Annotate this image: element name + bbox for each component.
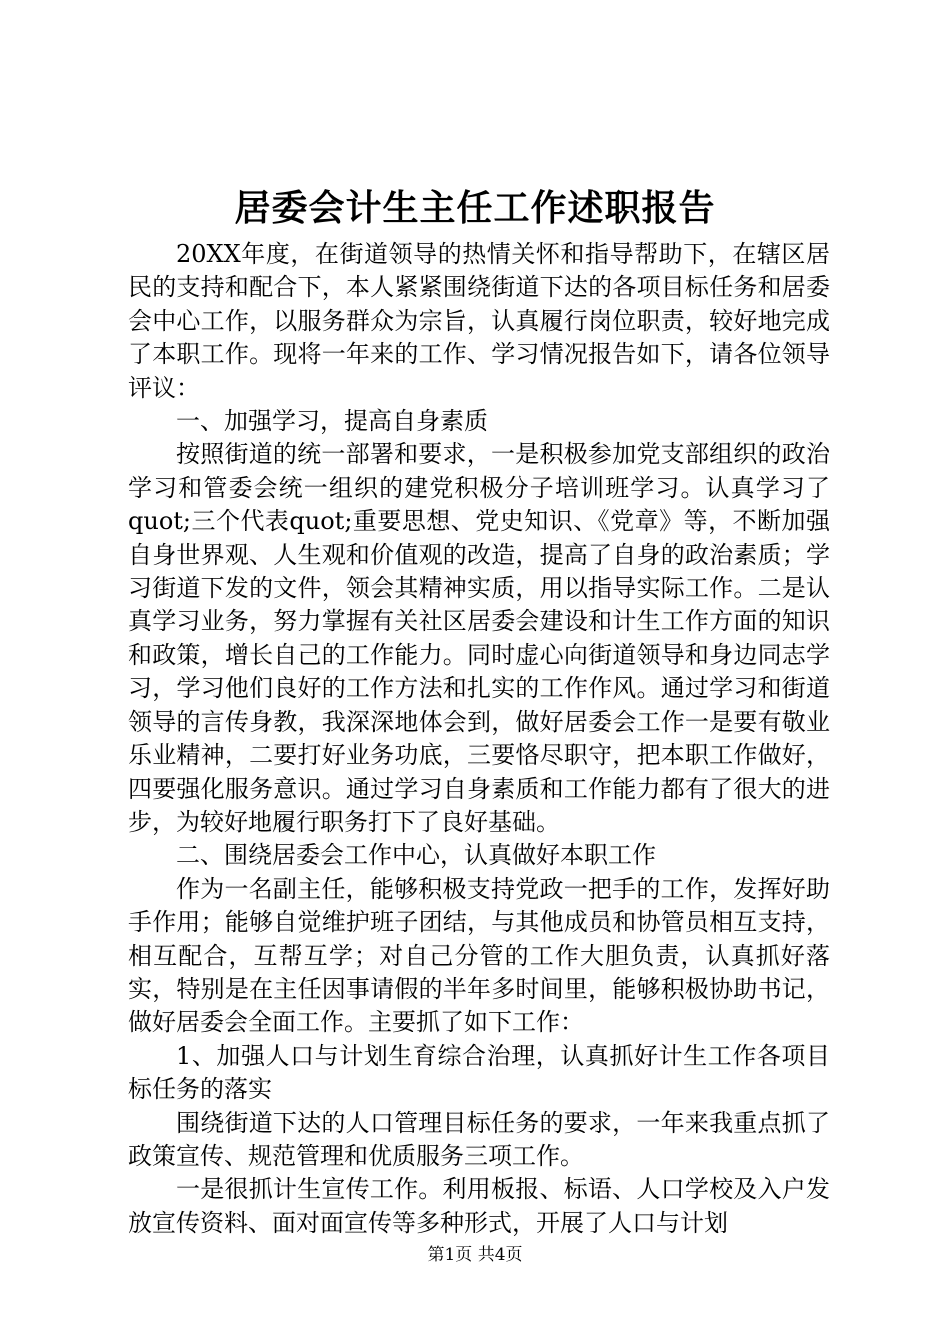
document-body [128,238,830,1240]
document-title: 居委会计生主任工作述职报告 [234,187,716,229]
paragraph: 按照街道的统一部署和要求，一是积极参加党支部组织的政治学习和管委会统一组织的建党积极分子培训班学习。认真学习了quot;三个代表quot;重要思想、党史知识、《党章》等，不断加强自身世界观、人生观和价值观的改造，提高了自身的政治素质；学习街道下发的文件，领会其精神实质，用以指导实际工作。二是认真学习业务，努力掌握有关社区居委会建设和计生工作方面的知识和政策，增长自己的工作能力。同时虚心向街道领导和身边同志学习，学习他们良好的工作方法和扎实的工作作风。通过学习和街道领导的言传身教，我深深地体会到，做好居委会工作一是要有敬业乐业精神，二要打好业务功底，三要恪尽职守，把本职工作做好，四要强化服务意识。通过学习自身素质和工作能力都有了很大的进步，为较好地履行职务打下了良好基础。 [128,440,830,836]
section-heading: 一、加强学习，提高自身素质 [176,407,488,436]
section-heading: 二、围绕居委会工作中心，认真做好本职工作 [176,841,656,870]
paragraph: 围绕街道下达的人口管理目标任务的要求，一年来我重点抓了政策宣传、规范管理和优质服务三项工作。 [128,1108,830,1170]
paragraph: 一是很抓计生宣传工作。利用板报、标语、人口学校及入户发放宣传资料、面对面宣传等多种形式，开展了人口与计划 [128,1175,830,1237]
paragraph: 作为一名副主任，能够积极支持党政一把手的工作，发挥好助手作用；能够自觉维护班子团结，与其他成员和协管员相互支持，相互配合，互帮互学；对自己分管的工作大胆负责，认真抓好落实，特别是在主任因事请假的半年多时间里，能够积极协助书记，做好居委会全面工作。主要抓了如下工作： [128,874,830,1037]
paragraph: 20XX年度，在街道领导的热情关怀和指导帮助下，在辖区居民的支持和配合下，本人紧紧围绕街道下达的各项目标任务和居委会中心工作，以服务群众为宗旨，认真履行岗位职责，较好地完成了本职工作。现将一年来的工作、学习情况报告如下，请各位领导评议： [128,240,830,402]
subsection-heading: 1、加强人口与计划生育综合治理，认真抓好计生工作各项目标任务的落实 [128,1041,830,1104]
page-number-footer: 第1页 共4页 [427,1245,523,1265]
